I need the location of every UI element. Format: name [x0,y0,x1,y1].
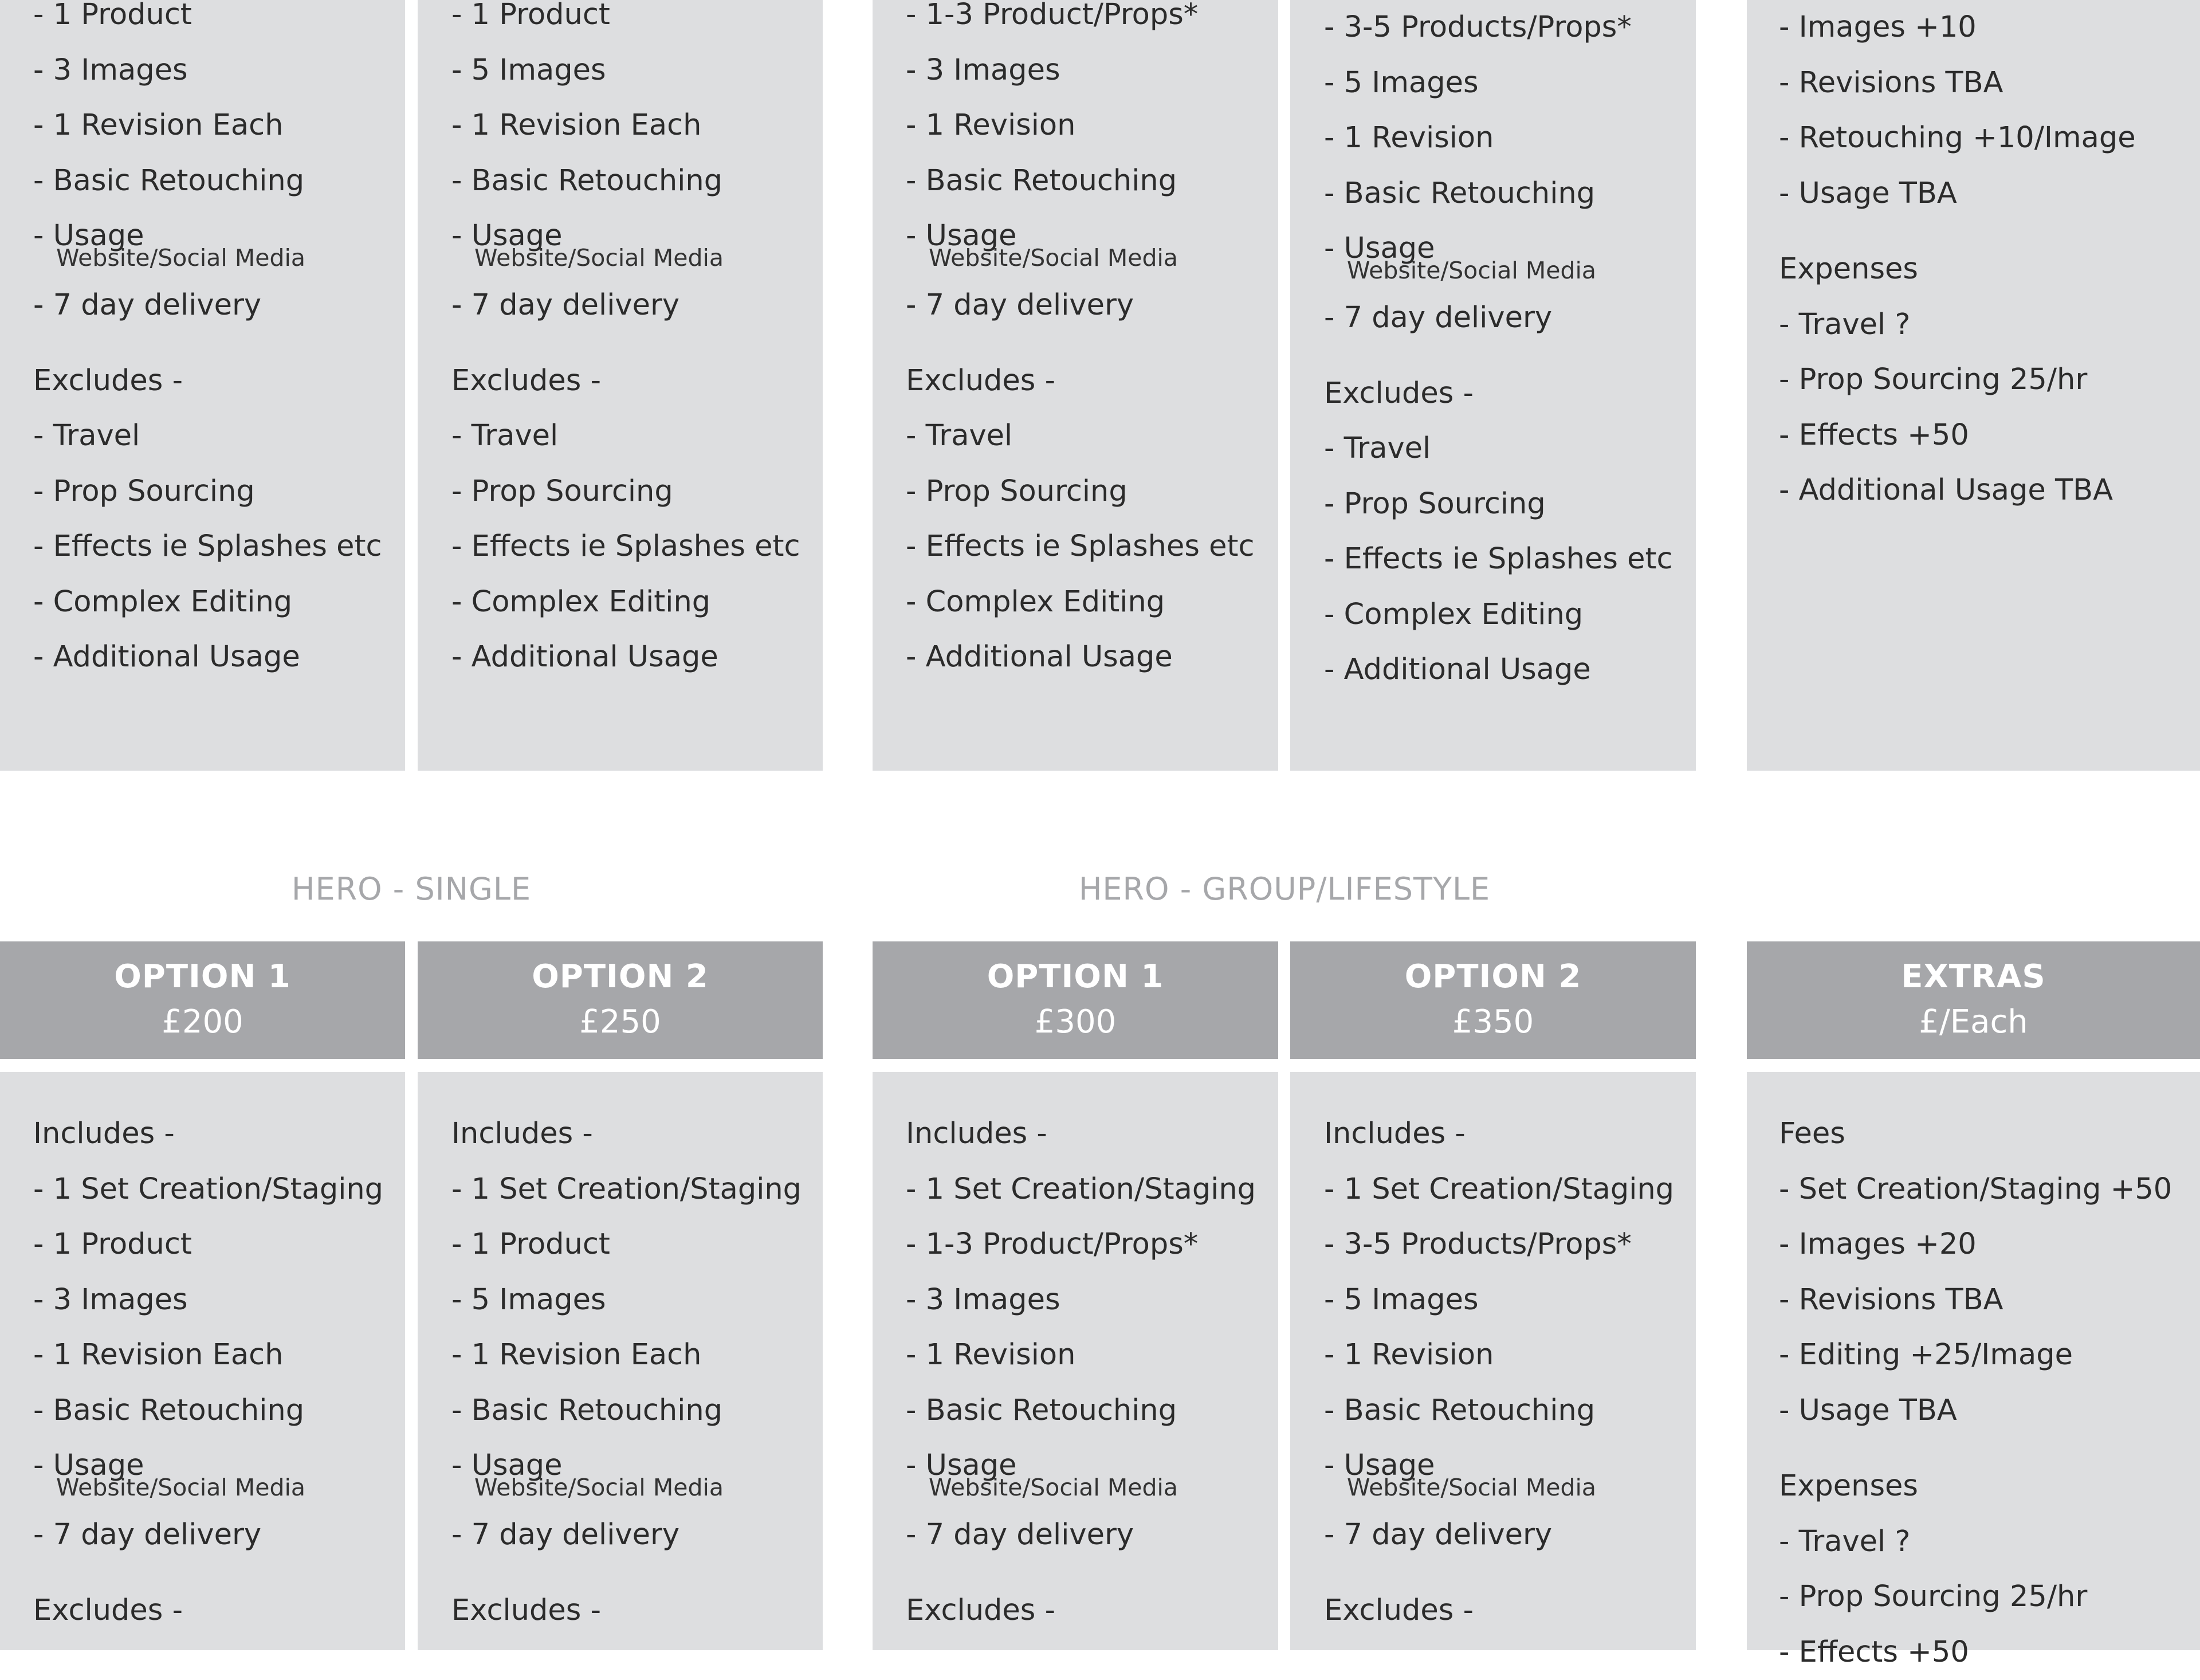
list-item: - 7 day delivery [1324,1508,1674,1563]
list-item: - 1 Revision Each [451,98,800,154]
list-item: - 1 Revision [906,98,1255,154]
list-group-heading: Expenses [1779,1459,2172,1514]
list-item: - 3-5 Products/Props* [1324,1217,1674,1273]
list-item: - 1 Revision [1324,111,1673,166]
usage-detail: Website/Social Media [906,245,1255,278]
list-item: - Basic Retouching [451,1383,802,1439]
list-item: Fees [1779,1106,2172,1162]
list-item: - Additional Usage [1324,642,1673,698]
list-item: - Basic Retouching [451,154,800,209]
list-item: - Set Creation/Staging +50 [1779,1162,2172,1218]
list-item: - Effects ie Splashes etc [1324,532,1673,587]
list-item: - Additional Usage [33,630,382,685]
list-item: - Complex Editing [1324,587,1673,643]
list-item: - Usage [906,1438,1256,1494]
list-item: - 1 Set Creation/Staging [33,1162,383,1218]
list-item: - Complex Editing [33,575,382,630]
list-item: - Usage [1324,221,1673,277]
list-item: - Basic Retouching [1324,1383,1674,1439]
list-item: - Usage [33,209,382,264]
hero-card-3-list [906,1106,1256,1638]
hero-header-title: OPTION 2 [532,957,709,996]
list-item: - Basic Retouching [1324,166,1673,222]
list-item: - 7 day delivery [33,278,382,333]
list-item: - 1 Set Creation/Staging [451,1162,802,1218]
list-item: - Basic Retouching [906,1383,1256,1439]
usage-detail: Website/Social Media [451,245,800,278]
list-item: - Travel ? [1779,297,2136,353]
top-card-2-list [451,0,800,685]
list-group-heading: Excludes - [451,1583,802,1639]
list-item: - 1 Product [451,0,800,43]
list-item: - 1-3 Product/Props* [906,1217,1256,1273]
list-item: - Images +20 [1779,1217,2172,1273]
list-item: - 1 Product [33,0,382,43]
usage-detail: Website/Social Media [33,245,382,278]
list-item: - 1-3 Product/Props* [906,0,1255,43]
list-item: - 5 Images [1324,1273,1674,1328]
list-item: - Additional Usage [451,630,800,685]
hero-header-option-2-single [418,941,823,1059]
hero-header-option-2-group [1290,941,1696,1059]
hero-header-price: £300 [1035,1002,1117,1043]
list-item: - Travel [1324,421,1673,477]
list-item: - 1 Set Creation/Staging [906,1162,1256,1218]
list-item: - Images +10 [1779,0,2136,56]
list-item: - 7 day delivery [451,1508,802,1563]
list-item: - 3 Images [33,1273,383,1328]
list-item: - Basic Retouching [33,1383,383,1439]
list-item: - 1 Product [33,1217,383,1273]
list-item: - Usage [451,209,800,264]
hero-header-option-1-group [873,941,1278,1059]
list-item: - Usage [451,1438,802,1494]
list-group-heading: Excludes - [33,1583,383,1639]
hero-header-price: £350 [1452,1002,1534,1043]
list-item: - Revisions TBA [1779,1273,2172,1328]
list-item: - Effects ie Splashes etc [451,519,800,575]
list-item: - Additional Usage TBA [1779,463,2136,519]
list-item: - Usage [1324,1438,1674,1494]
list-item: - Complex Editing [906,575,1255,630]
section-title-hero-group: HERO - GROUP/LIFESTYLE [969,871,1600,907]
list-group-heading: Expenses [1779,242,2136,297]
list-item: Includes - [33,1106,383,1162]
list-item: - Revisions TBA [1779,56,2136,111]
list-item: - 5 Images [451,43,800,99]
usage-detail: Website/Social Media [33,1474,383,1508]
list-item: - Editing +25/Image [1779,1328,2172,1383]
list-item: - Prop Sourcing [1324,477,1673,532]
list-item: - 1 Revision [1324,1328,1674,1383]
list-item: - Complex Editing [451,575,800,630]
list-item: Includes - [1324,1106,1674,1162]
list-group-heading: Excludes - [906,1583,1256,1639]
list-item: - 5 Images [451,1273,802,1328]
list-item: Includes - [906,1106,1256,1162]
list-item: - Effects +50 [1779,1625,2172,1680]
list-item: - Effects ie Splashes etc [906,519,1255,575]
top-card-5-list [1779,0,2136,519]
hero-header-option-1-single [0,941,405,1059]
top-card-3-list [906,0,1255,685]
list-item: - 1 Set Creation/Staging [1324,1162,1674,1218]
list-item: - 3 Images [906,1273,1256,1328]
usage-detail: Website/Social Media [906,1474,1256,1508]
list-item: - Basic Retouching [33,154,382,209]
hero-header-price: £250 [579,1002,661,1043]
hero-header-price: £200 [162,1002,243,1043]
list-item: - Prop Sourcing 25/hr [1779,1569,2172,1625]
list-group-heading: Excludes - [33,354,382,409]
list-item: - Retouching +10/Image [1779,111,2136,166]
section-title-hero-single: HERO - SINGLE [211,871,612,907]
top-card-4-list [1324,0,1673,698]
list-item: - Usage TBA [1779,166,2136,222]
hero-card-2-list [451,1106,802,1638]
hero-header-title: OPTION 1 [987,957,1164,996]
list-item: - 1 Revision Each [33,1328,383,1383]
list-item: - 7 day delivery [33,1508,383,1563]
list-item: - 7 day delivery [1324,291,1673,346]
hero-card-4-list [1324,1106,1674,1638]
list-group-heading: Excludes - [906,354,1255,409]
hero-header-price: £/Each [1919,1002,2028,1043]
list-group-heading: Excludes - [451,354,800,409]
list-group-heading: Excludes - [1324,1583,1674,1639]
list-item: Includes - [451,1106,802,1162]
list-group-heading: Excludes - [1324,366,1673,422]
hero-header-title: OPTION 1 [114,957,291,996]
list-item: - Effects ie Splashes etc [33,519,382,575]
list-item: - 7 day delivery [906,1508,1256,1563]
list-item: - Additional Usage [906,630,1255,685]
list-item: - Travel ? [1779,1514,2172,1570]
list-item: - 1 Product [451,1217,802,1273]
list-item: - 3-5 Products/Props* [1324,0,1673,56]
list-item: - Basic Retouching [906,154,1255,209]
list-item: - 1 Revision [906,1328,1256,1383]
list-item: - Prop Sourcing 25/hr [1779,352,2136,408]
list-item: - 7 day delivery [451,278,800,333]
hero-header-title: EXTRAS [1901,957,2045,996]
list-item: - Usage TBA [1779,1383,2172,1439]
list-item: - Prop Sourcing [906,464,1255,520]
list-item: - 7 day delivery [906,278,1255,333]
list-item: - 1 Revision Each [451,1328,802,1383]
usage-detail: Website/Social Media [1324,1474,1674,1508]
list-item: - 3 Images [906,43,1255,99]
list-item: - Travel [906,409,1255,464]
list-item: - Prop Sourcing [451,464,800,520]
list-item: - Usage [33,1438,383,1494]
list-item: - Travel [451,409,800,464]
usage-detail: Website/Social Media [451,1474,802,1508]
list-item: - Travel [33,409,382,464]
top-card-1-list [33,0,382,685]
list-item: - Prop Sourcing [33,464,382,520]
usage-detail: Website/Social Media [1324,257,1673,291]
hero-header-title: OPTION 2 [1405,957,1582,996]
list-item: - Effects +50 [1779,408,2136,464]
hero-header-extras [1747,941,2200,1059]
hero-card-1-list [33,1106,383,1638]
list-item: - 1 Revision Each [33,98,382,154]
hero-card-5-list [1779,1106,2172,1680]
list-item: - Usage [906,209,1255,264]
list-item: - 3 Images [33,43,382,99]
list-item: - 5 Images [1324,56,1673,111]
